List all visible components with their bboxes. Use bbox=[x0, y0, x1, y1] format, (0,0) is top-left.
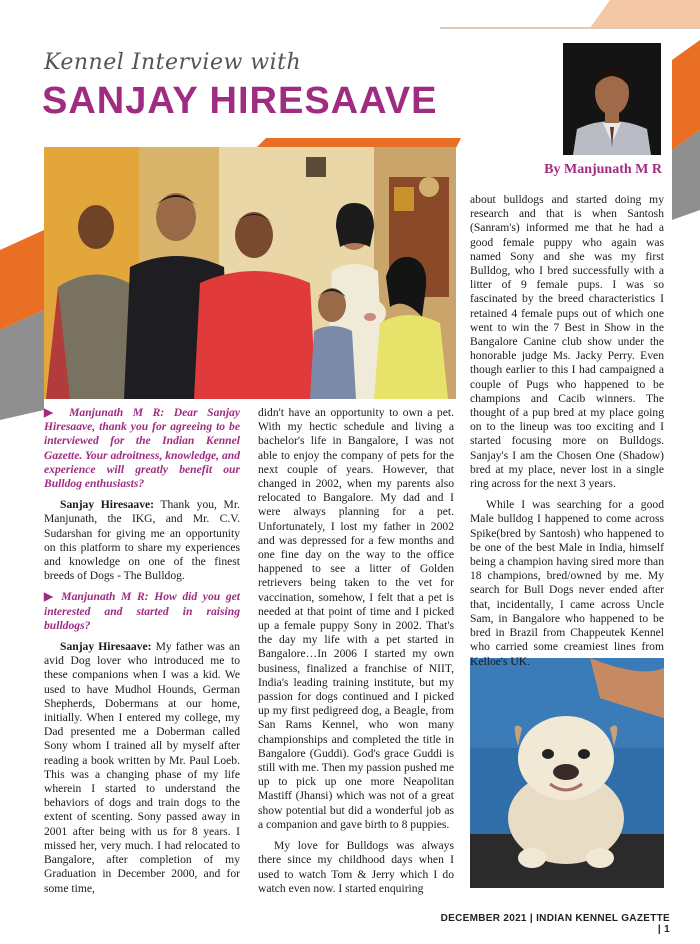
side-decoration-right bbox=[672, 40, 700, 220]
interview-answer-1: Sanjay Hiresaave: Thank you, Mr. Manjunath, the IKG, and Mr. C.V. Sudarshan for giving me an opportunity on this platform to share my experiences and knowledge on one of the finest breeds of Dogs - The Bulldog. bbox=[44, 498, 240, 583]
bulldog-puppy-photo bbox=[470, 658, 664, 888]
column-3-paragraph-2: While I was searching for a good Male bulldog I happened to come across Spike(bred by Santosh) who happened to be one of the best Male in India, himself being a champion having sired more than 18 champions, bred/owned by me. My search for Bull Dogs never ended after that, incidentally, I came across Uncle Sam, in Bangalore who happened to be bred in Brazil from Chappeutek Kennel who carried some creamiest lines from Kelloe's UK. bbox=[470, 498, 664, 668]
question-arrow-icon: ▶ bbox=[44, 406, 70, 419]
column-2-paragraph-1: didn't have an opportunity to own a pet. With my hectic schedule and living a bachelor's life in Bangalore, I was not able to enjoy the company of pets for the next couple of years. However, that changed in 2002, when my parents also relocated to Bangalore. My dad and I were always planning for a pet. Unfortunately, I lost my father in 2002 and was depressed for a few months and one fine day on the way to the office happened to see a litter of Golden retrievers being taken to the vet for vaccination, somehow, I felt that a pet is needed at that point of time and I picked up a female puppy Sony in 2002. That's the day my life with a pet started in Bangalore…In 2006 I started my own business, finalized a franchise of NIIT, India's leading training institute, but my passion for dogs continued and I picked up my first pedigreed dog, a Beagle, from San Rams Kennel, who won many championships and completed the title in Bangalore (Guddi). God's grace Guddi is still with me. Then my passion pushed me up to pick up one more Neapolitan Mastiff (Jhansi) which was not of a great show potential but did a wonderful job as a companion and gave birth to 8 puppies. bbox=[258, 406, 454, 831]
footer-separator: | bbox=[657, 924, 662, 935]
article-column-3 bbox=[470, 193, 664, 676]
side-decoration-left bbox=[0, 220, 44, 420]
column-2-paragraph-2: My love for Bulldogs was always there since my childhood days when I used to watch Tom & Jerry which I do watch even now. I started enquiring bbox=[258, 839, 454, 895]
family-photo bbox=[44, 147, 456, 399]
interview-answer-2: Sanjay Hiresaave: My father was an avid Dog lover who introduced me to these companions when I was a kid. We used to have Mudhol Hounds, German Shepherds, Dobermans at our home, initially. When I entered my college, my Dad presented me a Doberman called Sony whom I trained all by myself after reading a book written by Mr. Paul Loeb. This was a changing phase of my life wherein I started to understand the behaviors of dogs and train dogs to the extent of scenting. Sony passed away in 2001 after being with us for 8 years. I missed her, very much. I had relocated to Bangalore, after completion of my Graduation in December 2000, and for some time, bbox=[44, 640, 240, 895]
interview-kicker: Kennel Interview with bbox=[44, 50, 302, 75]
column-3-paragraph-1: about bulldogs and started doing my research and that is when Santosh (Sanram's) informed me that he had a good female puppy who again was named Sony and she was my first Bulldog, who I bred successfully with a litter of 9 female pups. I was so fascinated by the breed characteristics I retained 4 female pups out of which one went to win the 7 Best in Show in the Bangalore Canine club show under the honorable judge Ms. Jacky Perry. Even though earlier to this I had campaigned a couple of Pugs who happened to be champions and Cacib winners. The thought of a pup bred at my place going on to the lineup was too exciting and I started focusing more on Bulldogs. Sanjay's I am the Chosen One (Shadow) bred at my place, never lost in a single ring across for the next 3 years. bbox=[470, 193, 664, 491]
page-footer bbox=[440, 913, 670, 935]
footer-page-number: 1 bbox=[664, 924, 670, 935]
question-arrow-icon: ▶ bbox=[44, 590, 62, 604]
footer-issue: DECEMBER 2021 bbox=[440, 913, 527, 924]
author-portrait bbox=[563, 43, 661, 155]
footer-publication: INDIAN KENNEL GAZETTE bbox=[536, 913, 670, 924]
article-column-2 bbox=[258, 406, 454, 903]
interviewee-name: SANJAY HIRESAAVE bbox=[42, 80, 438, 122]
footer-separator: | bbox=[529, 913, 533, 924]
article-column-1 bbox=[44, 406, 240, 903]
corner-decoration-top bbox=[440, 0, 700, 40]
interview-question-1: ▶ Manjunath M R: Dear Sanjay Hiresaave, thank you for agreeing to be interviewed for the Indian Kennel Gazette. Your adroitness, knowledge, and experience will greatly benefit our Bulldog enthusiasts? bbox=[44, 406, 240, 491]
interview-question-2: ▶ Manjunath M R: How did you get interested and started in raising bulldogs? bbox=[44, 590, 240, 632]
author-byline: By Manjunath M R bbox=[544, 162, 662, 177]
